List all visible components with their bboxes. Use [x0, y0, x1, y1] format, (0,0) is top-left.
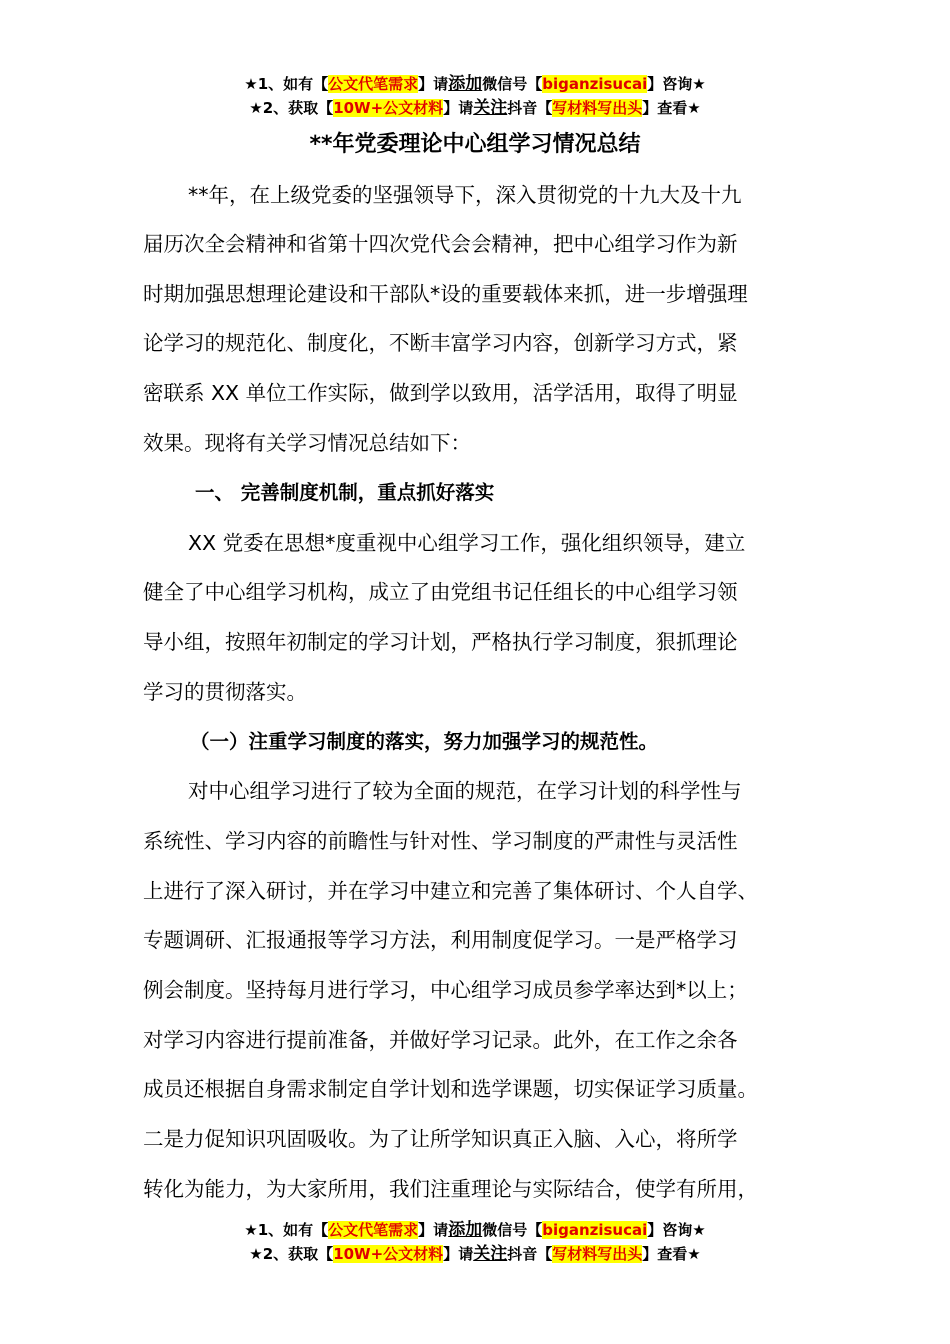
paragraph-line: 时期加强思想理论建设和干部队*设的重要载体来抓，进一步增强理 [143, 282, 748, 306]
paragraph-line: **年，在上级党委的坚强领导下，深入贯彻党的十九大及十九 [188, 183, 742, 207]
highlight-wechat-id: biganzisucai [542, 1221, 648, 1239]
paragraph-line: 密联系 XX 单位工作实际，做到学以致用，活学活用，取得了明显 [143, 381, 738, 405]
banner-text: 】查看★ [642, 1245, 701, 1263]
paragraph-line: 对中心组学习进行了较为全面的规范，在学习计划的科学性与 [188, 779, 742, 803]
highlight-wechat-id: biganzisucai [542, 75, 648, 93]
paragraph-line: 系统性、学习内容的前瞻性与针对性、学习制度的严肃性与灵活性 [143, 829, 738, 853]
paragraph-line: 成员还根据自身需求制定自学计划和选学课题，切实保证学习质量。 [143, 1077, 758, 1101]
paragraph-line: 二是力促知识巩固吸收。为了让所学知识真正入脑、入心，将所学 [143, 1127, 738, 1151]
top-banner [0, 72, 950, 120]
banner-text: 2、获取【 [262, 99, 334, 117]
banner-text: 】请 [443, 99, 474, 117]
banner-text: 】咨询★ [647, 75, 706, 93]
paragraph-line: 专题调研、汇报通报等学习方法，利用制度促学习。一是严格学习 [143, 928, 738, 952]
highlight-service: 公文代笔需求 [328, 75, 419, 93]
banner-text: 抖音【 [507, 1245, 553, 1263]
paragraph-line: 上进行了深入研讨，并在学习中建立和完善了集体研讨、个人自学、 [143, 879, 758, 903]
paragraph-line: XX 党委在思想*度重视中心组学习工作，强化组织领导，建立 [188, 531, 746, 555]
banner-emphasis: 添加 [448, 1220, 483, 1240]
banner-text: 微信号【 [482, 1221, 543, 1239]
subsection-heading: （一）注重学习制度的落实，努力加强学习的规范性。 [190, 730, 659, 753]
banner-line-1 [0, 72, 950, 96]
highlight-douyin: 写材料写出头 [552, 99, 643, 117]
banner-emphasis: 关注 [473, 98, 508, 118]
banner-text: 】请 [418, 75, 449, 93]
paragraph-line: 论学习的规范化、制度化，不断丰富学习内容，创新学习方式，紧 [143, 331, 738, 355]
star-icon: ★ [244, 75, 258, 93]
highlight-service: 公文代笔需求 [328, 1221, 419, 1239]
banner-line-2 [0, 1242, 950, 1266]
banner-emphasis: 关注 [473, 1244, 508, 1264]
highlight-douyin: 写材料写出头 [552, 1245, 643, 1263]
paragraph-line: 效果。现将有关学习情况总结如下： [143, 431, 471, 455]
bottom-banner [0, 1218, 950, 1266]
banner-text: 1、如有【 [257, 1221, 329, 1239]
star-icon: ★ [249, 99, 263, 117]
banner-text: 1、如有【 [257, 75, 329, 93]
banner-line-2 [0, 96, 950, 120]
paragraph-line: 例会制度。坚持每月进行学习，中心组学习成员参学率达到*以上； [143, 978, 748, 1002]
paragraph-line: 转化为能力，为大家所用，我们注重理论与实际结合，使学有所用， [143, 1177, 758, 1201]
highlight-materials: 10W+公文材料 [333, 1245, 444, 1263]
document-title: **年党委理论中心组学习情况总结 [309, 132, 641, 157]
section-heading: 一、 完善制度机制，重点抓好落实 [195, 481, 495, 504]
paragraph-line: 健全了中心组学习机构，成立了由党组书记任组长的中心组学习领 [143, 580, 738, 604]
banner-text: 微信号【 [482, 75, 543, 93]
banner-emphasis: 添加 [448, 74, 483, 94]
paragraph-line: 导小组，按照年初制定的学习计划，严格执行学习制度，狠抓理论 [143, 630, 738, 654]
star-icon: ★ [244, 1221, 258, 1239]
banner-text: 】咨询★ [647, 1221, 706, 1239]
banner-line-1 [0, 1218, 950, 1242]
banner-text: 抖音【 [507, 99, 553, 117]
paragraph-line: 学习的贯彻落实。 [143, 680, 307, 704]
banner-text: 2、获取【 [262, 1245, 334, 1263]
star-icon: ★ [249, 1245, 263, 1263]
banner-text: 】请 [443, 1245, 474, 1263]
highlight-materials: 10W+公文材料 [333, 99, 444, 117]
banner-text: 】请 [418, 1221, 449, 1239]
banner-text: 】查看★ [642, 99, 701, 117]
paragraph-line: 对学习内容进行提前准备，并做好学习记录。此外，在工作之余各 [143, 1028, 738, 1052]
paragraph-line: 届历次全会精神和省第十四次党代会会精神，把中心组学习作为新 [143, 232, 738, 256]
